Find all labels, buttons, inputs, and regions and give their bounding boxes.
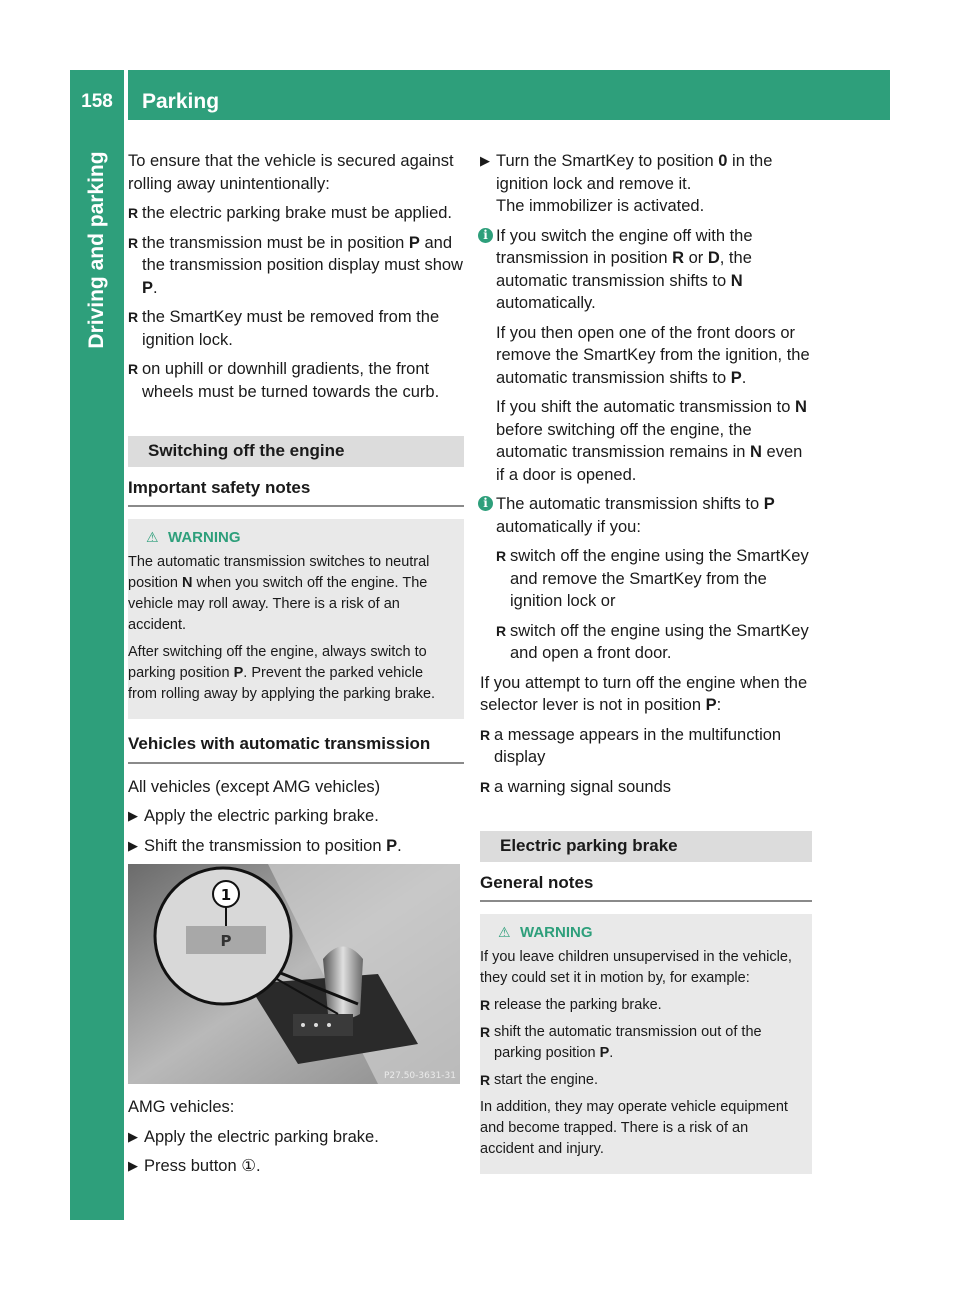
warning-text: If you leave children unsupervised in the vehicle, they could set it in motion by, for example:	[480, 949, 792, 986]
subheading-general: General notes	[480, 872, 812, 903]
amg-label: AMG vehicles:	[128, 1098, 235, 1116]
condition-item: R the transmission must be in position P and the transmission position display must show P.	[128, 232, 464, 300]
right-column	[480, 150, 812, 1188]
immobilizer-note: The immobilizer is activated.	[496, 197, 705, 215]
step-arrow-icon: ▶	[480, 153, 490, 168]
warning-icon: ⚠	[498, 924, 511, 940]
intro-text: To ensure that the vehicle is secured against rolling away unintentionally:	[128, 152, 454, 193]
step-item: ▶ Press button ①.	[128, 1155, 464, 1178]
step-arrow-icon: ▶	[128, 808, 138, 823]
gear-selector-photo	[128, 864, 460, 1084]
all-vehicles-label: All vehicles (except AMG vehicles)	[128, 777, 381, 796]
step-item: ▶ Apply the electric parking brake.	[128, 805, 464, 828]
image-code: P27.50-3631-31	[383, 1071, 456, 1081]
callout-number: 1	[220, 886, 232, 904]
gear-p-label: P	[220, 932, 232, 950]
header-divider	[124, 70, 128, 120]
section-title: Parking	[142, 90, 220, 113]
subheading-auto: Vehicles with automatic transmission	[128, 733, 464, 764]
step-item: ▶ Shift the transmission to position P.	[128, 835, 464, 858]
info-list-item: R switch off the engine using the SmartKey and open a front door.	[496, 620, 812, 665]
step-arrow-icon: ▶	[128, 837, 138, 853]
section-heading-engine: Switching off the engine	[128, 436, 464, 467]
attempt-item: R a warning signal sounds	[480, 776, 812, 799]
warning-icon: ⚠	[146, 529, 159, 545]
side-tab-label: Driving and parking	[85, 151, 108, 349]
warning-text: The automatic transmission switches to neutral position N when you switch off the engine. The vehicle may roll away. There is a risk of an accident.	[128, 554, 430, 633]
attempt-item: R a message appears in the multifunction display	[480, 724, 812, 769]
step-arrow-icon: ▶	[128, 1158, 138, 1173]
step-item: ▶ Apply the electric parking brake.	[128, 1126, 464, 1149]
info-icon: i	[478, 228, 493, 243]
info-note: i The automatic transmission shifts to P automatically if you: R switch off the engine using the SmartKey and remove the SmartKey from the ignition lock or R switch off the engine using the SmartKey and open a front door.	[480, 493, 812, 665]
warning-header: ⚠ WARNING	[498, 924, 593, 941]
warning-list-item: R shift the automatic transmission out of the parking position P.	[480, 1022, 804, 1064]
section-heading-brake: Electric parking brake	[480, 831, 812, 862]
warning-header: ⚠ WARNING	[146, 529, 241, 546]
info-note: i If you switch the engine off with the transmission in position R or D, the automatic transmission shifts to N automatically. If you then open one of the front doors or remove the SmartKey from the ignition, the automatic transmission shifts to P. If you shift the automatic transmission to N before switching off the engine, the automatic transmission remains in N even if a door is opened.	[480, 225, 812, 487]
subheading-safety: Important safety notes	[128, 477, 464, 508]
info-icon: i	[478, 496, 493, 511]
page-number: 158	[81, 91, 113, 112]
condition-item: R on uphill or downhill gradients, the front wheels must be turned towards the curb.	[128, 358, 464, 403]
condition-item: R the SmartKey must be removed from the ignition lock.	[128, 306, 464, 351]
step-arrow-icon: ▶	[128, 1128, 138, 1144]
warning-list-item: R start the engine.	[480, 1070, 804, 1091]
info-list-item: R switch off the engine using the SmartKey and remove the SmartKey from the ignition lock or	[496, 545, 812, 613]
warning-text: In addition, they may operate vehicle equipment and become trapped. There is a risk of an accident and injury.	[480, 1099, 788, 1157]
side-tab-label-wrap	[70, 120, 124, 380]
left-column	[124, 150, 464, 1185]
warning-box	[128, 519, 464, 719]
condition-item: R the electric parking brake must be applied.	[128, 202, 464, 225]
warning-text: After switching off the engine, always switch to parking position P. Prevent the parked vehicle from rolling away by applying the parking brake.	[128, 644, 436, 702]
warning-list-item: R release the parking brake.	[480, 995, 804, 1016]
warning-box	[480, 914, 812, 1174]
attempt-text: If you attempt to turn off the engine when the selector lever is not in position P:	[480, 673, 808, 714]
step-item: ▶ Turn the SmartKey to position 0 in the ignition lock and remove it.	[480, 152, 773, 193]
